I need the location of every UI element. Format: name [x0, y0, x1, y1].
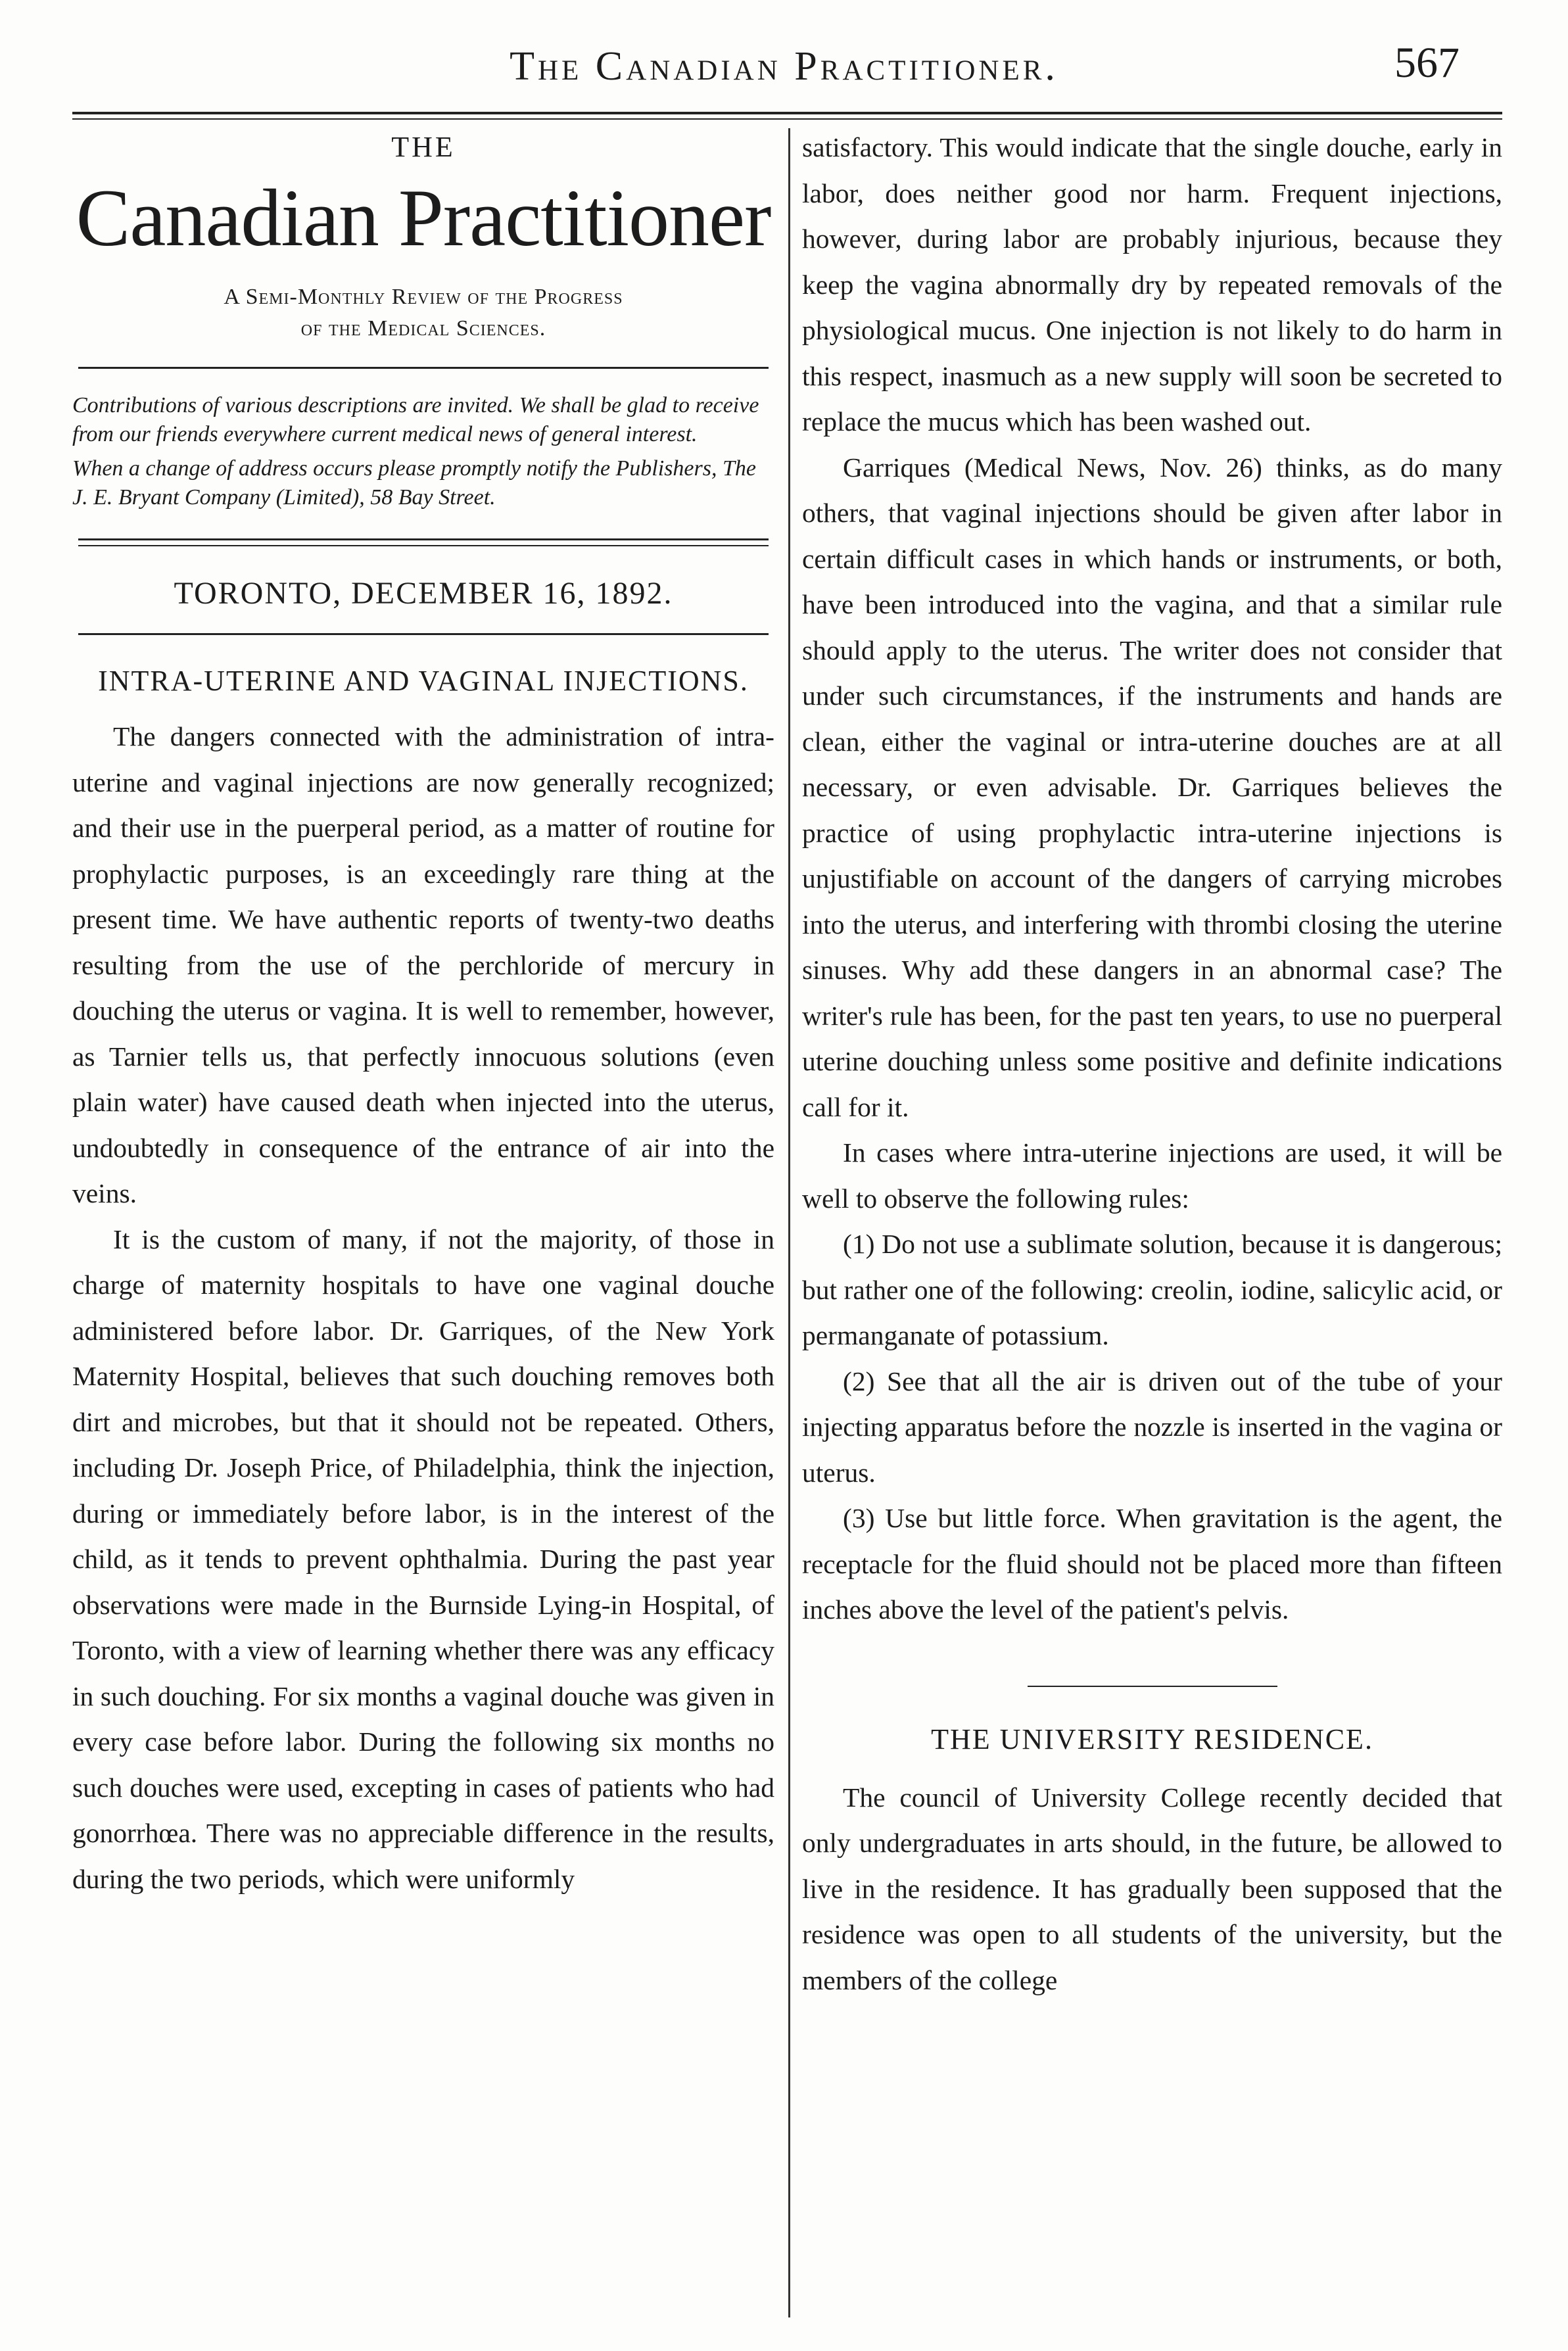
masthead-rule [78, 367, 769, 369]
paragraph: In cases where intra-uterine injections are used, it will be well to observe the following rules: [802, 1137, 1502, 1214]
notice-rule-1 [78, 538, 769, 540]
header-rule-bottom [72, 118, 1502, 120]
paragraph: satisfactory. This would indicate that the single douche, early in labor, does neither good nor harm. Frequent injections, however, during labor are probably injurious, because they keep the vagina abnormally dry by repeated removals of the physiological mucus. One injection is not likely to do harm in this respect, inasmuch as a new supply will soon be secreted to replace the mucus which has been washed out. [802, 132, 1502, 437]
paragraph: Garriques (Medical News, Nov. 26) thinks, as do many others, that vaginal injections should be given after labor in certain difficult cases in which hands or instruments, or both, have been introduced into the vagina, and that a similar rule should apply to the uterus. The writer does not consider that under such circumstances, if the instruments and hands are clean, either the vaginal or intra-uterine douches are at all necessary, or even advisable. Dr. Garriques believes the practice of using prophylactic intra-uterine injections is unjustifiable on account of the dangers of carrying microbes into the uterus, and interfering with thrombi closing the uterine sinuses. Why add these dangers in an abnormal case? The writer's rule has been, for the past ten years, to use no puerperal uterine douching unless some positive and definite indications call for it. [802, 452, 1502, 1122]
page-number: 567 [1394, 39, 1460, 87]
masthead-subtitle-line2: of the Medical Sciences. [300, 316, 546, 341]
header-rule-top [72, 112, 1502, 114]
masthead-the: THE [391, 131, 456, 163]
paragraph: The dangers connected with the administration of intra-uterine and vaginal injections are now generally recognized; and their use in the puerperal period, as a matter of routine for prophylactic purposes, is an exceedingly rare thing at the present time. We have authentic reports of twenty-two deaths resulting from the use of the perchloride of mercury in douching the uterus or vagina. It is well to remember, however, as Tarnier tells us, that perfectly innocuous solutions (even plain water) have caused death when injected into the uterus, undoubtedly in consequence of the entrance of air into the veins. [72, 721, 774, 1208]
masthead-title: Canadian Practitioner [76, 173, 771, 263]
section-divider [1028, 1686, 1277, 1687]
address-notice: When a change of address occurs please promptly notify the Publishers, The J. E. Bryant Company (Limited), 58 Bay Street. [72, 456, 756, 510]
running-title: The Canadian Practitioner. [510, 44, 1058, 89]
paragraph: It is the custom of many, if not the majority, of those in charge of maternity hospitals to have one vaginal douche administered before labor. Dr. Garriques, of the New York Maternity Hospital, believes that such douching removes both dirt and microbes, but that it should not be repeated. Others, including Dr. Joseph Price, of Philadelphia, think the injection, during or immediately before labor, is in the interest of the child, as it tends to prevent ophthalmia. During the past year observations were made in the Burnside Lying-in Hospital, of Toronto, with a view of learning whether there was any efficacy in such douching. For six months a vaginal douche was given in every case before labor. During the following six months no such douches were used, excepting in cases of patients who had gonorrhœa. There was no appreciable difference in the results, during the two periods, which were uniformly [72, 1223, 774, 1894]
notice-rule-2 [78, 545, 769, 546]
article-heading-injections: INTRA-UTERINE AND VAGINAL INJECTIONS. [98, 665, 749, 697]
article-heading-residence: THE UNIVERSITY RESIDENCE. [931, 1722, 1373, 1755]
rule-item: (3) Use but little force. When gravitation is the agent, the receptacle for the fluid should not be placed more than fifteen inches above the level of the patient's pelvis. [802, 1503, 1502, 1625]
masthead-subtitle-line1: A Semi-Monthly Review of the Progress [224, 285, 623, 309]
rule-item: (2) See that all the air is driven out of the tube of your injecting apparatus before the nozzle is inserted in the vagina or uterus. [802, 1365, 1502, 1488]
left-column [72, 125, 774, 2308]
rule-item: (1) Do not use a sublimate solution, because it is dangerous; but rather one of the following: creolin, iodine, salicylic acid, or permanganate of potassium. [802, 1229, 1502, 1350]
contributions-notice: Contributions of various descriptions are invited. We shall be glad to receive from our friends everywhere current medical news of general interest. [72, 393, 759, 446]
dateline: TORONTO, DECEMBER 16, 1892. [174, 576, 673, 611]
running-head [0, 32, 1568, 104]
column-divider [788, 128, 790, 2317]
dateline-rule [78, 633, 769, 635]
paragraph: The council of University College recently decided that only undergraduates in arts should, in the future, be allowed to live in the residence. It has gradually been supposed that the residence was open to all students of the university, but the members of the college [802, 1782, 1502, 1995]
right-column [802, 125, 1502, 2308]
